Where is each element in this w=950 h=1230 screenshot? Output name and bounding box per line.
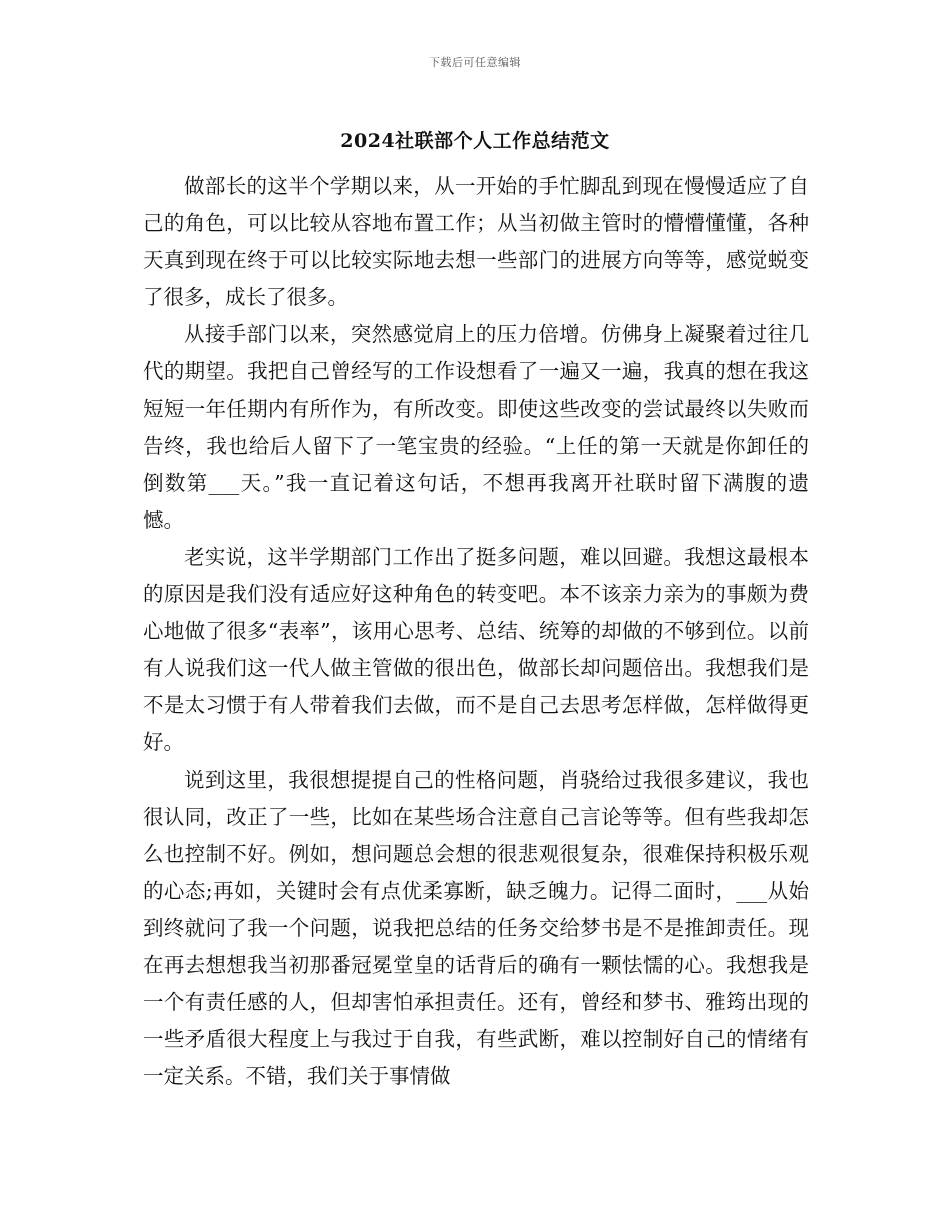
paragraph: 老实说，这半学期部门工作出了挺多问题，难以回避。我想这最根本的原因是我们没有适应好这种角色的转变吧。本不该亲力亲为的事颇为费心地做了很多“表率”，该用心思考、总结、统筹的却做的不够到位。以前有人说我们这一代人做主管做的很出色，做部长却问题倍出。我想我们是不是太习惯于有人带着我们去做，而不是自己去思考怎样做，怎样做得更好。 xyxy=(143,544,809,755)
paragraph: 说到这里，我很想提提自己的性格问题，肖骁给过我很多建议，我也很认同，改正了一些，比如在某些场合注意自己言论等等。但有些我却怎么也控制不好。例如，想问题总会想的很悲观很复杂，很难保持积极乐观的心态;再如，关键时会有点优柔寡断，缺乏魄力。记得二面时，___从始到终就问了我一个问题，说我把总结的任务交给梦书是不是推卸责任。现在再去想想我当初那番冠冕堂皇的话背后的确有一颗怯懦的心。我想我是一个有责任感的人，但却害怕承担责任。还有，曾经和梦书、雅筠出现的一些矛盾很大程度上与我过于自我，有些武断，难以控制好自己的情绪有一定关系。不错，我们关于事情做 xyxy=(143,767,809,1089)
paragraph: 从接手部门以来，突然感觉肩上的压力倍增。仿佛身上凝聚着过往几代的期望。我把自己曾经写的工作设想看了一遍又一遍，我真的想在我这短短一年任期内有所作为，有所改变。即使这些改变的尝试最终以失败而告终，我也给后人留下了一笔宝贵的经验。“上任的第一天就是你卸任的倒数第___天。”我一直记着这句话，不想再我离开社联时留下满腹的遗憾。 xyxy=(143,322,809,532)
paragraph: 做部长的这半个学期以来，从一开始的手忙脚乱到现在慢慢适应了自己的角色，可以比较从容地布置工作；从当初做主管时的懵懵懂懂，各种天真到现在终于可以比较实际地去想一些部门的进展方向等等，感觉蜕变了很多，成长了很多。 xyxy=(143,174,809,310)
header-note: 下载后可任意编辑 xyxy=(429,56,521,69)
document-body xyxy=(143,168,809,1095)
document-title: 2024社联部个人工作总结范文 xyxy=(340,130,610,152)
